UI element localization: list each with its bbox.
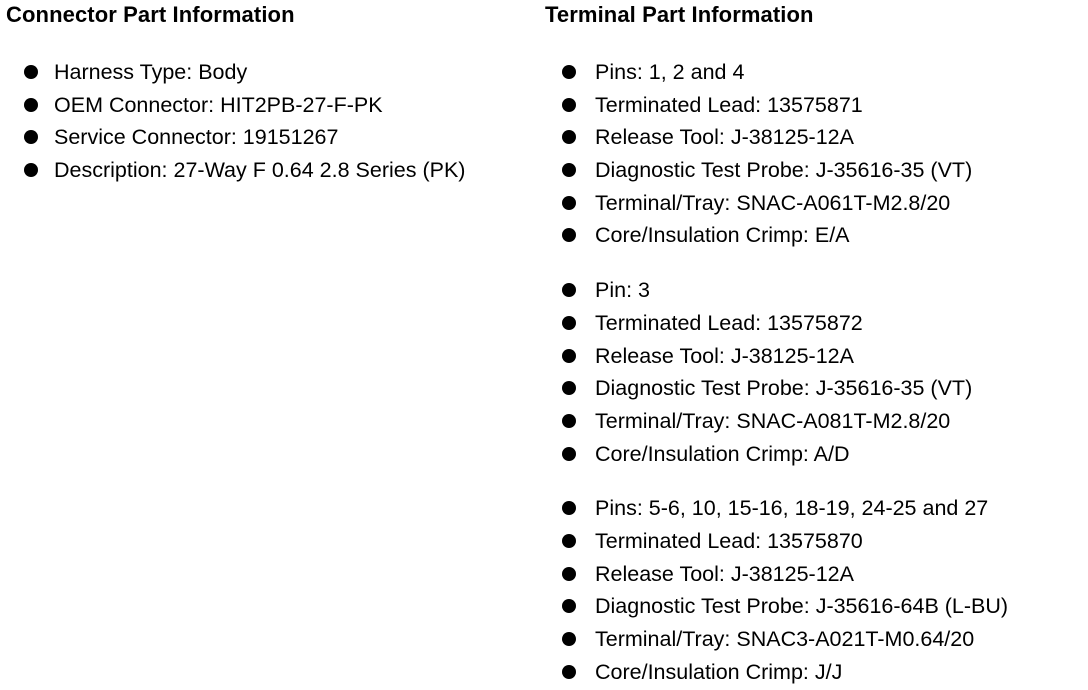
bullet-icon xyxy=(562,599,576,613)
bullet-icon xyxy=(562,349,576,363)
list-item xyxy=(545,656,1085,689)
item-text: OEM Connector: HIT2PB-27-F-PK xyxy=(54,92,383,117)
terminal-part-heading: Terminal Part Information xyxy=(545,2,814,27)
item-text: Pins: 1, 2 and 4 xyxy=(595,60,745,84)
item-text: Terminal/Tray: SNAC-A061T-M2.8/20 xyxy=(595,190,951,215)
list-item xyxy=(545,590,1085,623)
terminal-group-3-list xyxy=(545,492,1085,688)
bullet-icon xyxy=(562,65,576,79)
list-item xyxy=(545,56,1085,89)
list-item xyxy=(6,154,536,187)
bullet-icon xyxy=(562,130,576,144)
bullet-icon xyxy=(24,130,38,144)
list-item xyxy=(6,121,536,154)
list-item xyxy=(545,307,1085,340)
item-text: Pin: 3 xyxy=(595,278,650,303)
item-text: Pins: 5-6, 10, 15-16, 18-19, 24-25 and 27 xyxy=(595,496,989,521)
connector-part-heading: Connector Part Information xyxy=(6,2,295,27)
bullet-icon xyxy=(562,163,576,177)
list-item xyxy=(545,89,1085,122)
item-text: Terminal/Tray: SNAC3-A021T-M0.64/20 xyxy=(595,627,975,651)
list-item xyxy=(545,121,1085,154)
list-item xyxy=(545,372,1085,405)
list-item xyxy=(545,340,1085,373)
bullet-icon xyxy=(24,98,38,112)
item-text: Core/Insulation Crimp: E/A xyxy=(595,223,850,248)
bullet-icon xyxy=(562,567,576,581)
item-text: Terminal/Tray: SNAC-A081T-M2.8/20 xyxy=(595,408,951,433)
bullet-icon xyxy=(24,163,38,177)
bullet-icon xyxy=(562,501,576,515)
bullet-icon xyxy=(562,316,576,330)
terminal-group-1-list xyxy=(545,56,1085,252)
bullet-icon xyxy=(562,534,576,548)
list-item xyxy=(545,187,1085,220)
connector-part-list xyxy=(6,56,536,187)
list-item xyxy=(6,56,536,89)
list-item xyxy=(6,89,536,122)
item-text: Terminated Lead: 13575871 xyxy=(595,92,863,117)
list-item xyxy=(545,274,1085,307)
connector-part-section xyxy=(6,0,536,187)
item-text: Release Tool: J-38125-12A xyxy=(595,125,854,150)
list-item xyxy=(545,154,1085,187)
list-item xyxy=(545,492,1085,525)
bullet-icon xyxy=(562,283,576,297)
item-text: Harness Type: Body xyxy=(54,60,248,84)
bullet-icon xyxy=(562,414,576,428)
list-item xyxy=(545,525,1085,558)
list-item xyxy=(545,623,1085,656)
item-text: Terminated Lead: 13575872 xyxy=(595,310,863,335)
terminal-group-2-list xyxy=(545,274,1085,470)
bullet-icon xyxy=(562,447,576,461)
bullet-icon xyxy=(562,228,576,242)
terminal-part-section xyxy=(545,0,1085,688)
list-item xyxy=(545,405,1085,438)
list-item xyxy=(545,438,1085,471)
item-text: Core/Insulation Crimp: A/D xyxy=(595,441,850,466)
item-text: Diagnostic Test Probe: J-35616-64B (L-BU) xyxy=(595,594,1009,619)
item-text: Diagnostic Test Probe: J-35616-35 (VT) xyxy=(595,158,973,183)
item-text: Core/Insulation Crimp: J/J xyxy=(595,659,843,684)
bullet-icon xyxy=(24,65,38,79)
bullet-icon xyxy=(562,632,576,646)
list-item xyxy=(545,558,1085,591)
bullet-icon xyxy=(562,665,576,679)
bullet-icon xyxy=(562,381,576,395)
bullet-icon xyxy=(562,196,576,210)
item-text: Description: 27-Way F 0.64 2.8 Series (PK) xyxy=(54,158,466,183)
item-text: Release Tool: J-38125-12A xyxy=(595,343,854,368)
bullet-icon xyxy=(562,98,576,112)
item-text: Release Tool: J-38125-12A xyxy=(595,561,854,586)
item-text: Service Connector: 19151267 xyxy=(54,125,339,150)
item-text: Terminated Lead: 13575870 xyxy=(595,528,863,553)
list-item xyxy=(545,219,1085,252)
item-text: Diagnostic Test Probe: J-35616-35 (VT) xyxy=(595,376,973,401)
